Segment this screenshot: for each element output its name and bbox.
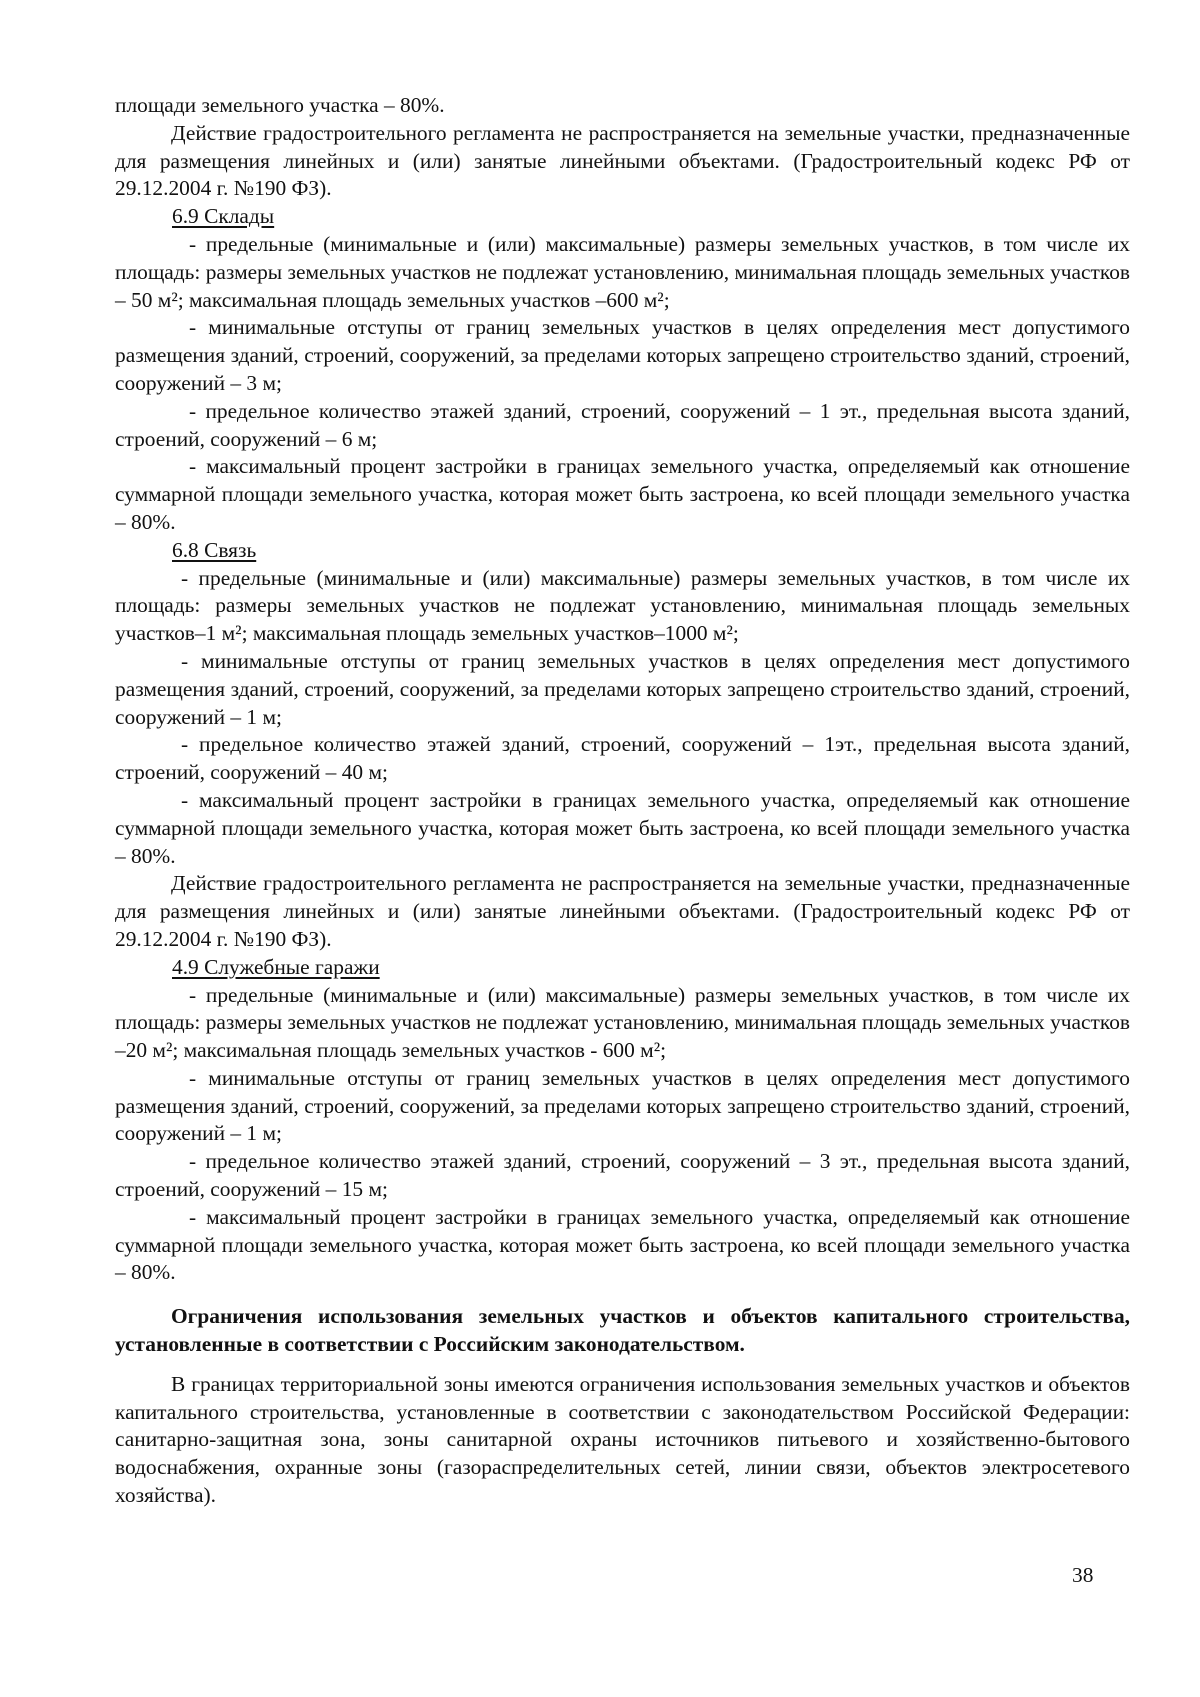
paragraph: - максимальный процент застройки в границах земельного участка, определяемый как отношение суммарной площади земельного участка, которая может быть застроена, ко всей площади земельного участка – 80%. <box>115 1204 1130 1285</box>
paragraph: Действие градостроительного регламента не распространяется на земельные участки, предназначенные для размещения линейных и (или) занятые линейными объектами. (Градостроительный кодекс РФ от 29.12.2004 г. №190 ФЗ). <box>115 871 1130 951</box>
paragraph: - минимальные отступы от границ земельных участков в целях определения мест допустимого размещения зданий, строений, сооружений, за пределами которых запрещено строительство зданий, строений, сооружений – 3 м; <box>115 315 1130 395</box>
paragraph: - предельное количество этажей зданий, строений, сооружений – 1 эт., предельная высота зданий, строений, сооружений – 6 м; <box>115 398 1130 451</box>
section-heading-sklady: 6.9 Склады <box>172 204 275 229</box>
paragraph: - предельное количество этажей зданий, строений, сооружений – 3 эт., предельная высота зданий, строений, сооружений – 15 м; <box>115 1149 1130 1202</box>
restrictions-heading: Ограничения использования земельных участков и объектов капитального строительства, установленные в соответствии с Российским законодательством. <box>115 1304 1130 1357</box>
paragraph: - минимальные отступы от границ земельных участков в целях определения мест допустимого размещения зданий, строений, сооружений, за пределами которых запрещено строительство зданий, строений, сооружений – 1 м; <box>115 1065 1130 1146</box>
paragraph: - минимальные отступы от границ земельных участков в целях определения мест допустимого размещения зданий, строений, сооружений, за пределами которых запрещено строительство зданий, строений, сооружений – 1 м; <box>115 648 1130 729</box>
paragraph: площади земельного участка – 80%. <box>115 93 445 117</box>
section-heading-svyaz: 6.8 Связь <box>172 537 257 562</box>
paragraph: Действие градостроительного регламента не распространяется на земельные участки, предназначенные для размещения линейных и (или) занятые линейными объектами. (Градостроительный кодекс РФ от 29.12.2004 г. №190 ФЗ). <box>115 120 1130 201</box>
paragraph: - предельные (минимальные и (или) максимальные) размеры земельных участков, в том числе их площадь: размеры земельных участков не подлежат установлению, минимальная площадь земельных участков –20 м²; максимальная площадь земельных участков - 600 м²; <box>115 982 1130 1063</box>
page-number: 38 <box>1072 1563 1094 1587</box>
paragraph: - предельное количество этажей зданий, строений, сооружений – 1эт., предельная высота зданий, строений, сооружений – 40 м; <box>115 732 1130 785</box>
document-page <box>115 92 1130 1510</box>
paragraph: - максимальный процент застройки в границах земельного участка, определяемый как отношение суммарной площади земельного участка, которая может быть застроена, ко всей площади земельного участка – 80%. <box>115 454 1130 534</box>
paragraph: - максимальный процент застройки в границах земельного участка, определяемый как отношение суммарной площади земельного участка, которая может быть застроена, ко всей площади земельного участка – 80%. <box>115 787 1130 868</box>
paragraph: - предельные (минимальные и (или) максимальные) размеры земельных участков, в том числе их площадь: размеры земельных участков не подлежат установлению, минимальная площадь земельных участков – 50 м²; максимальная площадь земельных участков –600 м²; <box>115 231 1130 312</box>
section-heading-garazhi: 4.9 Служебные гаражи <box>172 954 380 979</box>
paragraph: - предельные (минимальные и (или) максимальные) размеры земельных участков, в том числе их площадь: размеры земельных участков не подлежат установлению, минимальная площадь земельных участков–1 м²; максимальная площадь земельных участков–1000 м²; <box>115 565 1130 646</box>
paragraph: В границах территориальной зоны имеются ограничения использования земельных участков и объектов капитального строительства, установленные в соответствии с законодательством Российской Федерации: санитарно-защитная зона, зоны санитарной охраны источников питьевого и хозяйственно-бытового водоснабжения, охранные зоны (газораспределительных сетей, линии связи, объектов электросетевого хозяйства). <box>115 1371 1130 1508</box>
